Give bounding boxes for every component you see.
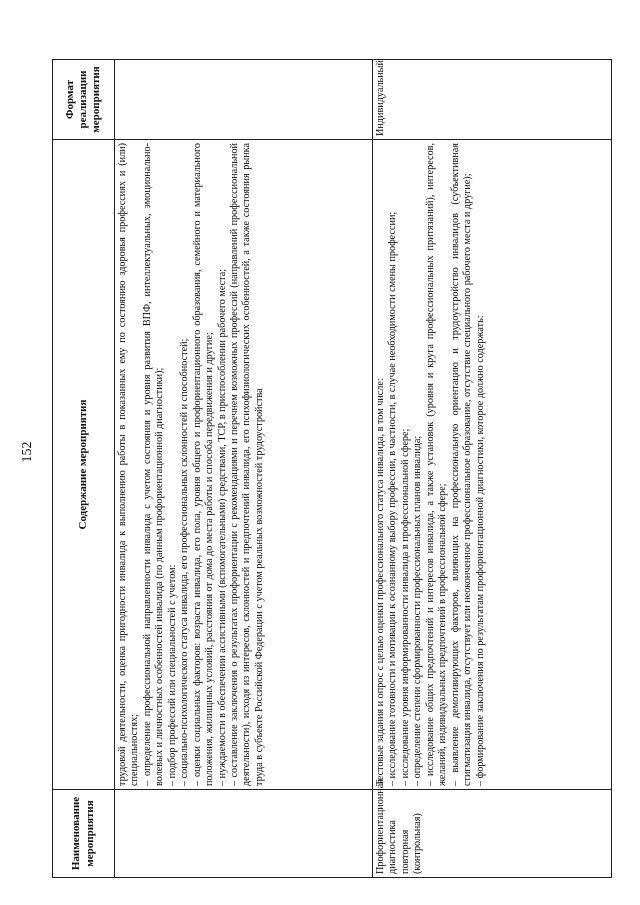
header-format: Формат реализации мероприятия [53,60,115,140]
content-line: – подбор профессий или специальностей с учетом: [166,564,178,786]
content-line: – оценки социальных факторов: возраста инвалида, его пола, уровня общего и профориентационного образования, семейного и материального положения, жилищных условий, расстояния от дома до места работы и способа передвижения и другие; [191,143,216,786]
header-content: Содержание мероприятия [53,140,115,790]
content-line: – исследование уровня информированности инвалида в профессиональной сфере; [399,428,411,786]
content-line: – нуждаемости в обеспечении ассистивными (вспомогательными) средствами, ТСР, в приспособлении рабочего места; [216,268,228,786]
content-line: – выявление демотивирующих факторов, влияющих на профессиональную ориентацию и трудоустройство инвалидов (субъективная стигматизация инвалида, отсутствует или неоконченное профессиональное образование, отсутствие специального рабочего места и другие); [449,143,474,786]
page-number: 152 [20,441,35,463]
rotated-page [52,60,612,878]
content-line: – формирование заключения по результатам профориентационной диагностики, которое должно содержать: [474,315,486,786]
table-row [115,60,373,878]
content-line: – составление заключения о результатах профориентации с рекомендациями и перечнем возможных профессий (направлений профессиональной деятельности), исходя из интересов, склонностей и предпочтений инвалида, его психофизиологических особенностей, а также состояния рынка труда в субъекте Российской Федерации с учетом реальных возможностей трудоустройства [228,143,265,786]
measures-table [52,59,612,878]
row1-format-cell [115,60,373,140]
row2-content-cell [373,140,612,790]
header-name: Наименование мероприятия [53,790,115,878]
content-line: – исследование общих предпочтений и интересов инвалида, а также установок (уровня и круга профессиональных притязаний), интересов, желаний, индивидуальных предпочтений в профессиональной сфере; [424,143,449,786]
content-line: – определение степени сформированности профессиональных планов инвалида; [412,435,424,786]
content-line: – исследование готовности и мотивации к осознанному выбору профессии, в частности, в случае необходимости смены профессии; [387,211,399,786]
table-row [373,60,612,878]
row1-name-cell [115,790,373,878]
table-header-row [53,60,115,878]
content-line: – определение профессиональной направленности инвалида с учетом состояния и уровня развития ВПФ, интеллектуальных, эмоционально-волевых и личностных особенностей инвалида (по данным профориентационной диагностики); [141,143,166,786]
row2-name-cell: Профориентационная диагностика повторная (контрольная) [373,790,612,878]
row1-content-cell [115,140,373,790]
content-line: Тестовые задания и опрос с целью оценки профессионального статуса инвалида, в том числе: [375,378,386,786]
content-line: трудовой деятельности, оценка пригодности инвалида к выполнению работы в показанных ему по состоянию здоровья профессиях и (или) специальностях; [117,143,141,786]
row2-format-cell: Индивидуальный [373,60,612,140]
content-line: – социально-психологического статуса инвалида, его профессиональных склонностей и способностей; [179,338,191,786]
